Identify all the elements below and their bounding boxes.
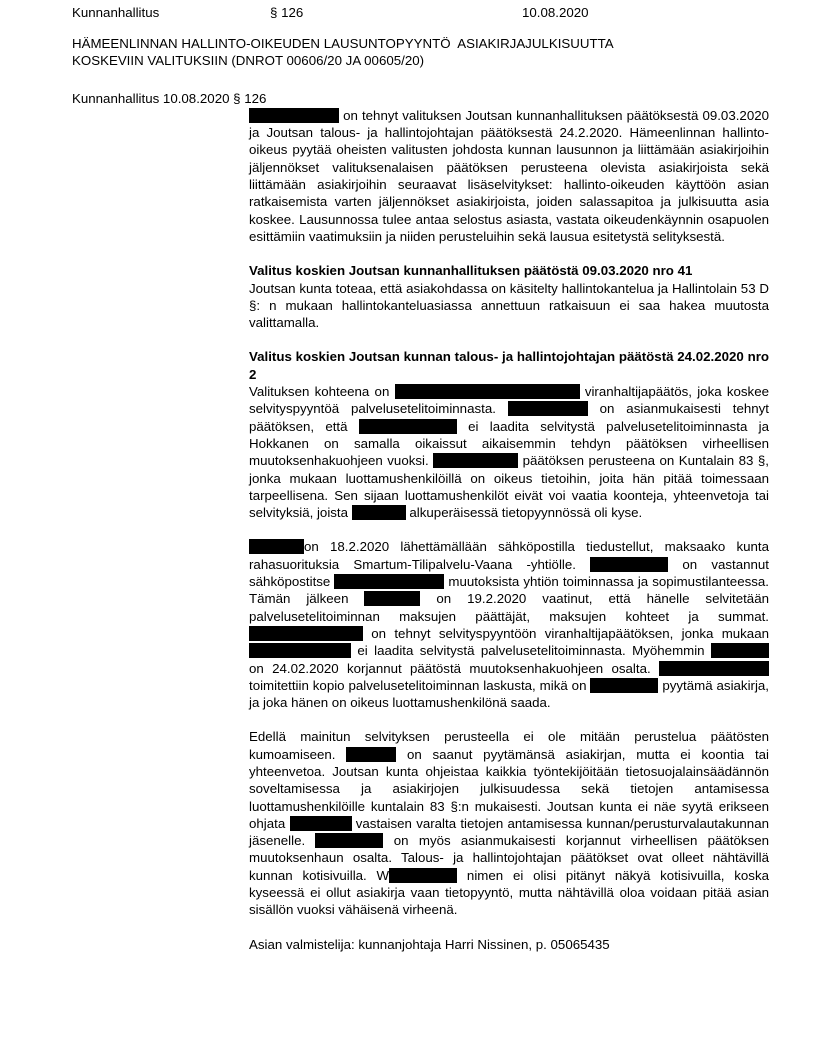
redaction-bar: [290, 816, 352, 831]
header-section-number: § 126: [270, 5, 304, 20]
redaction-bar: [711, 643, 769, 658]
document-body: [249, 107, 769, 953]
text-segment: vastaisen varalta tietojen antamisessa kunnan/perusturvalautakunnan jäsenelle.: [249, 815, 769, 849]
header-date: 10.08.2020: [522, 5, 589, 20]
text-segment: on asianmukaisesti tehnyt päätöksen, että: [249, 401, 769, 434]
redaction-bar: [334, 574, 444, 589]
redaction-bar: [389, 868, 457, 883]
text-segment: muutoksista yhtiön toiminnassa ja sopimustilanteessa. Tämän jälkeen: [249, 574, 769, 607]
header-committee: Kunnanhallitus: [72, 5, 160, 20]
redaction-bar: [433, 453, 518, 468]
text-segment: Asian valmistelija: kunnanjohtaja Harri Nissinen, p. 05065435: [249, 936, 610, 952]
text-segment: päätöksen perusteena on Kuntalain 83 §, jonka mukaan luottamushenkilöillä on oikeus tietoihin, joita hän pitää toimessaan tarpeellisena. Sen sijaan luottamushenkilöt eivät voi vaatia koonteja, yhteenvetoja tai selvityksiä, joista: [249, 453, 769, 521]
redaction-bar: [249, 643, 351, 658]
redaction-bar: [508, 401, 588, 416]
document-title-line-1: HÄMEENLINNAN HALLINTO-OIKEUDEN LAUSUNTOPYYNTÖ ASIAKIRJAJULKISUUTTA: [72, 36, 614, 51]
text-segment: ei laadita selvitystä palvelusetelitoiminnasta. Myöhemmin: [351, 643, 711, 659]
document-header: [72, 4, 770, 21]
text-segment: Joutsan kunta toteaa, että asiakohdassa on käsitelty hallintokantelua ja Hallintolain 53 D §: n mukaan hallintokanteluasiassa annettuun ratkaisuun ei saa hakea muutosta valittamalla.: [249, 280, 769, 331]
body-paragraph: [249, 728, 769, 918]
text-segment: Edellä mainitun selvityksen perusteella ei ole mitään perustelua päätösten kumoamiseen.: [249, 729, 769, 762]
text-segment: on 24.02.2020 korjannut päätöstä muutoksenhakuohjeen osalta.: [249, 660, 659, 676]
body-paragraph: [249, 383, 769, 521]
redaction-bar: [352, 505, 406, 520]
text-segment: alkuperäisessä tietopyynnössä oli kyse.: [405, 505, 643, 521]
text-segment: pyytämä asiakirja, ja joka hänen on oikeus luottamushenkilönä saada.: [249, 677, 770, 711]
text-segment: Valituksen kohteena on: [249, 384, 395, 400]
text-segment: on tehnyt valituksen Joutsan kunnanhallituksen päätöksestä 09.03.2020 ja Joutsan talous- ja hallintojohtajan päätöksestä 24.2.2020. Hämeenlinnan hallinto-oikeus pyytää oheisten valitusten johdosta kunnan lausunnon ja liittämään asiakirjoihin jäljennökset valituksenalaisen päätöksen perusteena olevista asiakirjoista sekä liittämään asiakirjoihin seuraavat lisäselvitykset: hallinto-oikeuden käyttöön asian ratkaisemista varten jäljennökset asiakirjoista, joiden salassapitoa ja julkisuutta asia koskee. Lausunnossa tulee antaa selostus asiasta, vastata oikeudenkäynnin osapuolen esittämiin vaatimuksiin ja niiden perusteluihin sekä lausua esitetystä selityksestä.: [249, 107, 769, 244]
text-segment: Valitus koskien Joutsan kunnan talous- ja hallintojohtajan päätöstä 24.02.2020 nro 2: [249, 349, 769, 382]
text-segment: Valitus koskien Joutsan kunnanhallituksen päätöstä 09.03.2020 nro 41: [249, 263, 693, 279]
body-paragraph: [249, 280, 769, 332]
redaction-bar: [395, 384, 580, 399]
redaction-bar: [590, 678, 658, 693]
redaction-bar: [659, 661, 769, 676]
section-heading: [249, 348, 769, 383]
redaction-bar: [590, 557, 668, 572]
text-segment: on 18.2.2020 lähettämällään sähköpostilla tiedustellut, maksaako kunta rahasuorituksia Smartum-Tilipalvelu-Vaana -yhtiölle.: [249, 539, 769, 572]
redaction-bar: [364, 591, 420, 606]
text-segment: on tehnyt selvityspyyntöön viranhaltijapäätöksen, jonka mukaan: [363, 625, 769, 641]
text-segment: on saanut pyytämänsä asiakirjan, mutta ei koontia tai yhteenvetoa. Joutsan kunta ohjeistaa kaikkia työntekijöitään tietosuojalainsäädännön soveltamisessa ja asiakirjojen julkisuudessa sekä tietojen antamisessa luottamushenkilöille kuntalain 83 §:n mukaisesti. Joutsan kunta ei näe syytä erikseen ohjata: [249, 746, 769, 831]
redaction-bar: [315, 833, 383, 848]
text-segment: on myös asianmukaisesti korjannut virheellisen päätöksen muutoksenhaun osalta. Talous- ja hallintojohtajan päätökset ovat olleet nähtävillä kunnan kotisivuilla. W: [249, 833, 770, 883]
redaction-bar: [249, 626, 363, 641]
document-title: [72, 35, 770, 70]
text-segment: toimitettiin kopio palvelusetelitoiminnan laskusta, mikä on: [249, 677, 591, 693]
text-segment: ei laadita selvitystä palvelusetelitoiminnasta ja Hokkanen on samalla oikaissut aikaisemmin tehdyn päätöksen virheellisen muutoksenhakuohjeen vuoksi.: [249, 418, 769, 469]
document-title-line-2: KOSKEVIIN VALITUKSIIN (DNROT 00606/20 JA 00605/20): [72, 53, 425, 69]
text-segment: on 19.2.2020 vaatinut, että hänelle selvitetään palvelusetelitoiminnan maksujen päättäjät, maksujen kohteet ja summat.: [249, 591, 769, 624]
redaction-bar: [249, 539, 304, 554]
body-paragraph: [249, 936, 769, 953]
section-heading: [249, 262, 769, 279]
redaction-bar: [346, 747, 396, 762]
text-segment: on vastannut sähköpostitse: [249, 556, 769, 590]
section-reference: Kunnanhallitus 10.08.2020 § 126: [72, 90, 267, 106]
redaction-bar: [249, 108, 339, 123]
body-paragraph: [249, 107, 769, 245]
body-paragraph: [249, 538, 769, 711]
text-segment: nimen ei olisi pitänyt näkyä kotisivuilla, koska kyseessä ei ollut asiakirja vaan tietopyyntö, mutta nähtävillä oloa voidaan pitää asian sisällön vuoksi vähäisenä virheenä.: [249, 867, 769, 918]
redaction-bar: [359, 419, 457, 434]
text-segment: viranhaltijapäätös, joka koskee selvityspyyntöä palvelusetelitoiminnasta.: [249, 384, 769, 417]
